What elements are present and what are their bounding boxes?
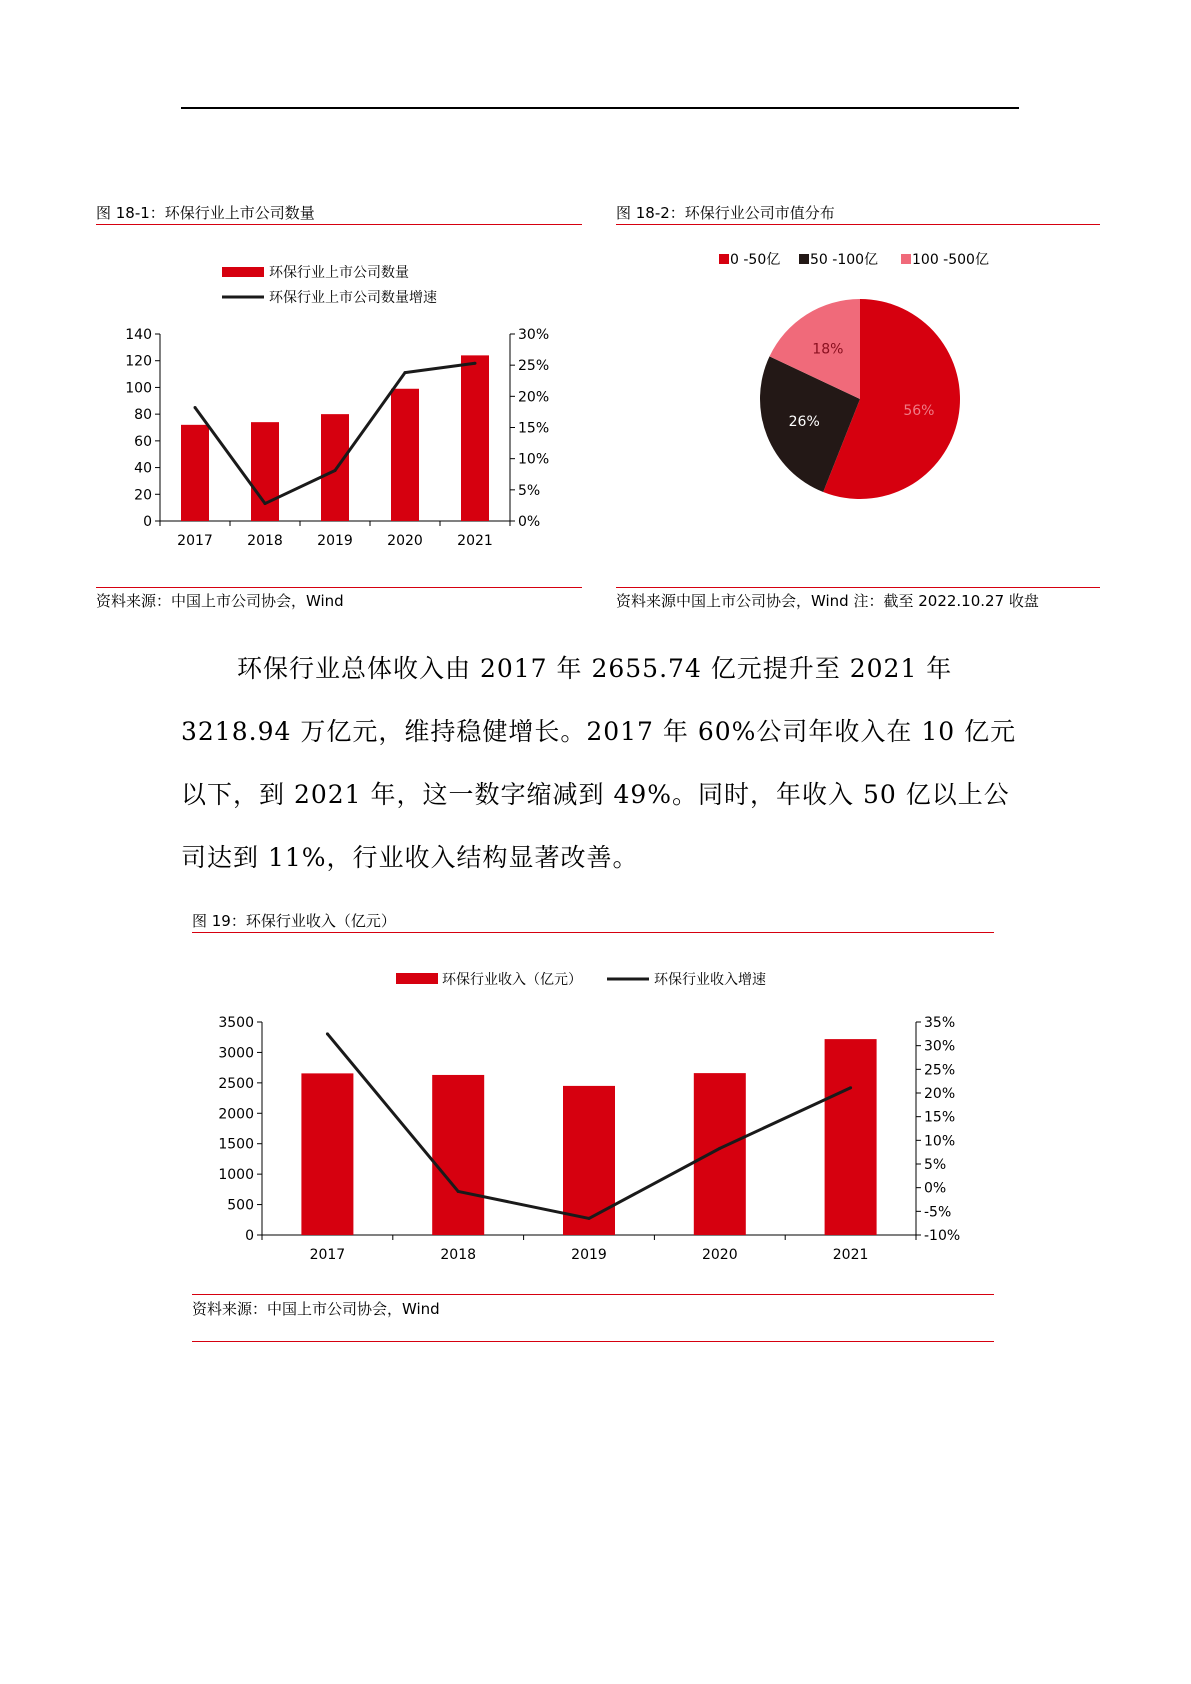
pie-label-0: 56%	[903, 403, 935, 420]
x-tick-label: 2017	[309, 1247, 346, 1263]
growth-point-2019	[334, 469, 337, 472]
right-tick-label: 5%	[518, 482, 541, 499]
left-tick-label: 1000	[218, 1167, 254, 1184]
right-tick-label: 0%	[924, 1180, 947, 1197]
right-tick-label: 20%	[924, 1086, 956, 1102]
figure2-source-rule	[616, 587, 1100, 588]
growth-point-2018	[457, 1190, 460, 1193]
growth-point-2018	[264, 502, 267, 505]
figure3-title-rule	[192, 932, 994, 933]
x-tick-label: 2019	[317, 533, 353, 549]
figure1-source: 资料来源：中国上市公司协会，Wind	[96, 592, 344, 610]
header-rule	[181, 107, 1019, 109]
legend-line-label: 环保行业收入增速	[654, 972, 766, 988]
bar-2021	[461, 355, 489, 521]
legend-label-0: 0 -50亿	[730, 252, 781, 268]
left-tick-label: 20	[134, 487, 152, 504]
figure1-source-rule	[96, 587, 582, 588]
left-tick-label: 0	[143, 514, 152, 530]
bar-2019	[321, 414, 349, 521]
legend-bar-swatch	[222, 267, 264, 277]
pie-label-1: 26%	[788, 414, 820, 431]
figure2-chart	[616, 236, 1100, 566]
legend-swatch-0	[719, 254, 729, 264]
figure3-source: 资料来源：中国上市公司协会，Wind	[192, 1300, 440, 1318]
growth-point-2019	[588, 1217, 591, 1220]
pie-label-2: 18%	[812, 341, 844, 358]
right-tick-label: 10%	[518, 451, 550, 468]
figure1-title: 图 18-1：环保行业上市公司数量	[96, 204, 315, 222]
legend-label-2: 100 -500亿	[912, 252, 989, 268]
legend-bar-label: 环保行业上市公司数量	[269, 265, 409, 281]
x-tick-label: 2020	[387, 533, 423, 549]
right-tick-label: -10%	[924, 1228, 961, 1244]
x-tick-label: 2017	[177, 533, 213, 549]
right-tick-label: 0%	[518, 514, 541, 530]
right-tick-label: 15%	[924, 1109, 956, 1126]
x-tick-label: 2021	[832, 1247, 869, 1263]
right-tick-label: -5%	[924, 1204, 952, 1221]
right-tick-label: 35%	[924, 1015, 956, 1031]
paragraph-line: 环保行业总体收入由 2017 年 2655.74 亿元提升至 2021 年	[237, 654, 953, 683]
growth-point-2020	[404, 371, 407, 374]
figure3-title: 图 19：环保行业收入（亿元）	[192, 912, 396, 930]
body-paragraph	[181, 637, 1021, 889]
figure1-chart	[96, 236, 582, 566]
right-tick-label: 30%	[924, 1038, 956, 1055]
right-tick-label: 25%	[924, 1062, 956, 1079]
growth-point-2021	[849, 1086, 852, 1089]
x-tick-label: 2018	[440, 1247, 477, 1263]
right-tick-label: 25%	[518, 358, 550, 375]
bar-2020	[391, 389, 419, 521]
x-tick-label: 2019	[571, 1247, 607, 1263]
growth-point-2021	[474, 362, 477, 365]
figure2-title: 图 18-2：环保行业公司市值分布	[616, 204, 835, 222]
x-tick-label: 2020	[701, 1247, 738, 1263]
left-tick-label: 80	[134, 407, 152, 424]
growth-point-2020	[718, 1147, 721, 1150]
paragraph-line: 以下，到 2021 年，这一数字缩减到 49%。同时，年收入 50 亿以上公	[181, 780, 1010, 809]
right-tick-label: 20%	[518, 389, 550, 406]
figure3-source-rule	[192, 1294, 994, 1295]
paragraph-line: 3218.94 万亿元，维持稳健增长。2017 年 60%公司年收入在 10 亿元	[181, 717, 1017, 746]
paragraph-line: 司达到 11%，行业收入结构显著改善。	[181, 843, 639, 872]
left-tick-label: 1500	[218, 1136, 254, 1153]
legend-bar-swatch	[396, 973, 438, 984]
right-tick-label: 5%	[924, 1157, 947, 1173]
figure1-title-rule	[96, 224, 582, 225]
figure2-source: 资料来源中国上市公司协会，Wind 注：截至 2022.10.27 收盘	[616, 592, 1039, 610]
bar-2018	[251, 422, 279, 521]
legend-label-1: 50 -100亿	[810, 252, 879, 268]
figure2-title-rule	[616, 224, 1100, 225]
legend-line-label: 环保行业上市公司数量增速	[269, 290, 437, 306]
figure3-bottom-rule	[192, 1341, 994, 1342]
left-tick-label: 140	[125, 327, 152, 343]
left-tick-label: 3500	[218, 1015, 254, 1031]
left-tick-label: 2500	[218, 1075, 254, 1092]
x-tick-label: 2021	[457, 533, 493, 549]
bar-2019	[563, 1086, 615, 1235]
left-tick-label: 3000	[218, 1045, 254, 1062]
bar-2018	[432, 1075, 484, 1235]
left-tick-label: 120	[125, 353, 152, 370]
legend-bar-label: 环保行业收入（亿元）	[442, 972, 582, 988]
left-tick-label: 40	[134, 460, 152, 477]
legend-swatch-2	[901, 254, 911, 264]
right-tick-label: 30%	[518, 327, 550, 343]
left-tick-label: 500	[227, 1197, 254, 1214]
growth-point-2017	[194, 406, 197, 409]
bar-2020	[694, 1073, 746, 1235]
legend-swatch-1	[799, 254, 809, 264]
bar-2017	[181, 425, 209, 521]
right-tick-label: 15%	[518, 420, 550, 437]
left-tick-label: 100	[125, 380, 152, 397]
bar-2021	[825, 1039, 877, 1235]
left-tick-label: 0	[245, 1228, 254, 1244]
growth-point-2017	[326, 1032, 329, 1035]
left-tick-label: 2000	[218, 1106, 254, 1123]
left-tick-label: 60	[134, 433, 152, 450]
bar-2017	[301, 1073, 353, 1235]
figure3-chart	[192, 950, 994, 1290]
x-tick-label: 2018	[247, 533, 283, 549]
right-tick-label: 10%	[924, 1133, 956, 1150]
